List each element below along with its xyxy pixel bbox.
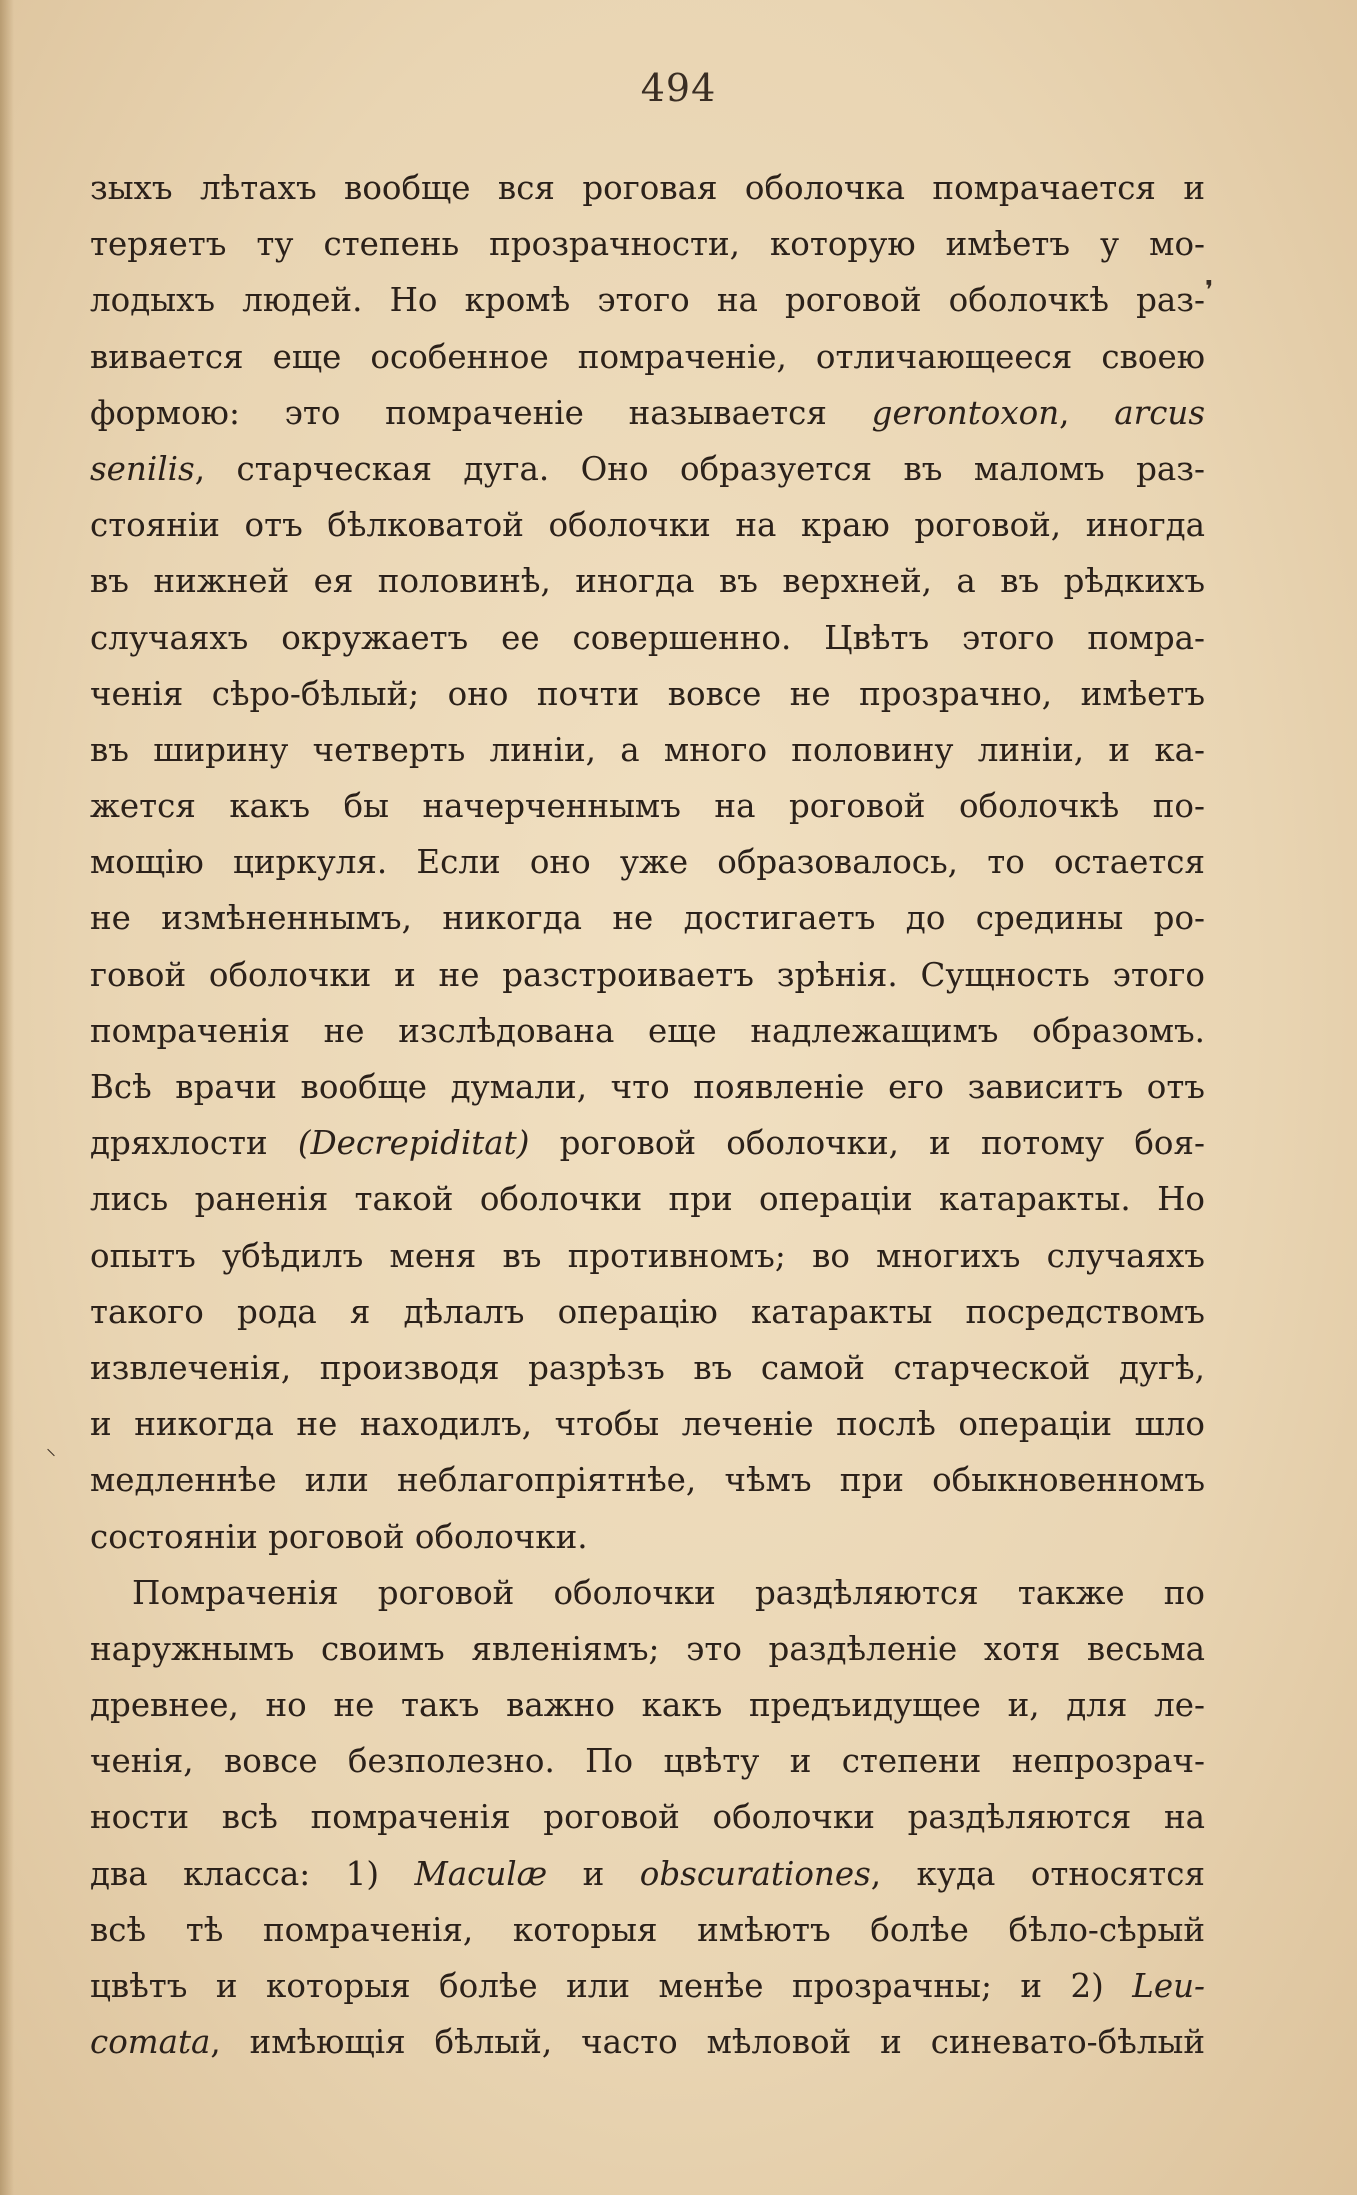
text-segment: такого рода я дѣлалъ операцію катаракты посредствомъ: [90, 1292, 1205, 1331]
page-edge-shadow: [0, 0, 14, 2195]
text-line: [90, 890, 1205, 946]
text-line: [90, 1789, 1205, 1845]
text-line: [90, 610, 1205, 666]
text-line: [90, 497, 1205, 553]
text-line: [90, 1846, 1205, 1902]
text-line: [90, 1340, 1205, 1396]
text-line: [90, 666, 1205, 722]
text-line: [90, 160, 1205, 216]
text-segment: ности всѣ помраченія роговой оболочки раздѣляются на: [90, 1798, 1205, 1837]
margin-mark-icon: ❜: [1205, 276, 1214, 306]
text-segment: ,: [1059, 393, 1115, 432]
text-line: [90, 778, 1205, 834]
text-segment: въ ширину четверть линіи, а много половину линіи, и ка-: [90, 730, 1205, 769]
text-segment: медленнѣе или неблагопріятнѣе, чѣмъ при обыкновенномъ: [90, 1461, 1205, 1500]
text-segment: зыхъ лѣтахъ вообще вся роговая оболочка помрачается и: [90, 169, 1205, 207]
text-segment: , имѣющія бѣлый, часто мѣловой и синевато-бѣлый: [210, 2023, 1205, 2062]
text-line: [90, 1228, 1205, 1284]
text-segment: роговой оболочки, и потому боя-: [529, 1124, 1205, 1163]
text-segment: , куда относятся: [870, 1854, 1205, 1893]
text-segment: лись раненія такой оболочки при операціи катаракты. Но: [90, 1180, 1205, 1219]
text-line: [90, 1003, 1205, 1059]
text-line: [90, 1115, 1205, 1171]
text-segment: формою: это помраченіе называется: [90, 393, 872, 432]
text-line: [90, 1059, 1205, 1115]
text-line: [90, 1733, 1205, 1789]
text-line: [90, 1284, 1205, 1340]
text-segment: жется какъ бы начерченнымъ на роговой оболочкѣ по-: [90, 787, 1205, 826]
text-segment: говой оболочки и не разстроиваетъ зрѣнія. Сущность этого: [90, 955, 1205, 994]
text-segment: наружнымъ своимъ явленіямъ; это раздѣленіе хотя весьма: [90, 1629, 1205, 1668]
page-number: 494: [640, 66, 717, 110]
text-line: [90, 1677, 1205, 1733]
text-line: [90, 385, 1205, 441]
text-segment: теряетъ ту степень прозрачности, которую имѣетъ у мо-: [90, 225, 1205, 264]
italic-term: comata: [90, 2023, 211, 2062]
text-line: [90, 272, 1205, 328]
italic-term: (Decrepiditat): [297, 1124, 530, 1163]
text-line: [90, 947, 1205, 1003]
text-segment: состояніи роговой оболочки.: [90, 1517, 588, 1556]
text-line: [90, 1452, 1205, 1508]
italic-term: Leu-: [1132, 1967, 1205, 2005]
text-segment: древнее, но не такъ важно какъ предъидущее и, для ле-: [90, 1686, 1205, 1725]
text-line: [90, 834, 1205, 890]
text-segment: случаяхъ окружаетъ ее совершенно. Цвѣтъ этого помра-: [90, 618, 1205, 657]
text-line: [90, 722, 1205, 778]
text-line: [90, 1565, 1205, 1621]
text-line: [90, 1958, 1205, 2014]
body-text: [90, 160, 1205, 2070]
text-segment: лодыхъ людей. Но кромѣ этого на роговой оболочкѣ раз-: [90, 281, 1205, 320]
text-segment: и никогда не находилъ, чтобы леченіе послѣ операціи шло: [90, 1405, 1205, 1444]
text-line: [90, 1621, 1205, 1677]
text-segment: ченія сѣро-бѣлый; оно почти вовсе не прозрачно, имѣетъ: [90, 674, 1205, 713]
text-segment: дряхлости: [90, 1124, 298, 1163]
text-segment: , старческая дуга. Оно образуется въ маломъ раз-: [194, 449, 1205, 488]
text-line: [90, 1171, 1205, 1227]
text-line: [90, 1902, 1205, 1958]
italic-term: Maculæ: [414, 1854, 548, 1893]
text-segment: не измѣненнымъ, никогда не достигаетъ до средины ро-: [90, 899, 1205, 938]
text-line: [90, 216, 1205, 272]
text-segment: въ нижней ея половинѣ, иногда въ верхней, а въ рѣдкихъ: [90, 562, 1205, 601]
text-line: [90, 553, 1205, 609]
italic-term: arcus: [1114, 393, 1205, 432]
italic-term: obscurationes: [639, 1854, 871, 1893]
italic-term: senilis: [90, 449, 195, 488]
text-segment: цвѣтъ и которыя болѣе или менѣе прозрачны; и 2): [90, 1967, 1133, 2005]
italic-term: gerontoxon: [871, 393, 1060, 432]
text-line: [90, 441, 1205, 497]
text-segment: извлеченія, производя разрѣзъ въ самой старческой дугѣ,: [90, 1348, 1205, 1387]
text-segment: стояніи отъ бѣлковатой оболочки на краю роговой, иногда: [90, 506, 1205, 545]
margin-tick-icon: ⸌: [46, 1444, 56, 1468]
text-line: [90, 1396, 1205, 1452]
text-segment: Всѣ врачи вообще думали, что появленіе его зависитъ отъ: [90, 1068, 1205, 1106]
text-segment: мощію циркуля. Если оно уже образовалось, то остается: [90, 843, 1205, 882]
text-segment: помраченія не изслѣдована еще надлежащимъ образомъ.: [90, 1011, 1205, 1050]
text-segment: ченія, вовсе безполезно. По цвѣту и степени непрозрач-: [90, 1742, 1205, 1781]
text-segment: два класса: 1): [90, 1854, 415, 1893]
text-segment: и: [547, 1854, 640, 1893]
text-line: [90, 1509, 1205, 1565]
text-segment: всѣ тѣ помраченія, которыя имѣютъ болѣе бѣло-сѣрый: [90, 1910, 1205, 1949]
text-segment: Помраченія роговой оболочки раздѣляются также по: [132, 1573, 1205, 1612]
text-line: [90, 329, 1205, 385]
text-line: [90, 2014, 1205, 2070]
text-segment: опытъ убѣдилъ меня въ противномъ; во многихъ случаяхъ: [90, 1236, 1205, 1275]
text-segment: вивается еще особенное помраченіе, отличающееся своею: [90, 337, 1205, 376]
